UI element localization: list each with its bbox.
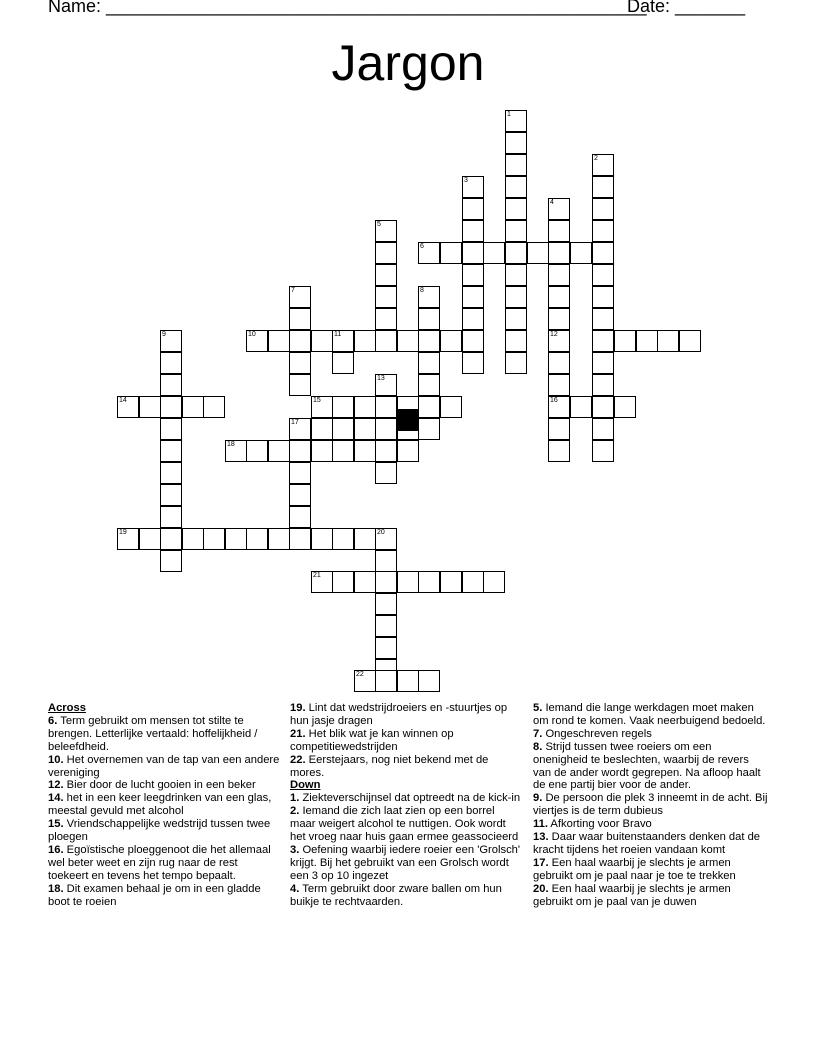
grid-cell[interactable] <box>592 264 614 286</box>
grid-cell[interactable] <box>657 330 679 352</box>
clue-number: 5 <box>377 221 381 228</box>
grid-cell[interactable] <box>548 418 570 440</box>
grid-cell[interactable] <box>203 396 225 418</box>
grid-cell[interactable] <box>160 484 182 506</box>
grid-cell[interactable] <box>354 396 376 418</box>
grid-cell[interactable] <box>246 440 268 462</box>
clue-item <box>290 844 522 883</box>
grid-cell[interactable] <box>375 308 397 330</box>
clue-text: Eerstejaars, nog niet bekend met de mores. <box>290 753 489 779</box>
grid-cell[interactable] <box>354 330 376 352</box>
grid-cell[interactable] <box>418 308 440 330</box>
clue-number: 4 <box>550 199 554 206</box>
clue-text: Ongeschreven regels <box>542 727 652 740</box>
grid-cell[interactable] <box>592 242 614 264</box>
date-field-label[interactable]: Date: _______ <box>627 0 746 16</box>
grid-cell[interactable] <box>354 571 376 593</box>
clue-number: 2 <box>594 155 598 162</box>
grid-cell[interactable] <box>592 176 614 198</box>
clue-number: 12. <box>48 779 64 792</box>
clue-number: 8 <box>420 287 424 294</box>
clue-item <box>48 715 280 754</box>
grid-cell[interactable] <box>160 462 182 484</box>
grid-cell[interactable] <box>332 440 354 462</box>
clue-number: 19. <box>290 702 306 714</box>
clue-text: Oefening waarbij iedere roeier een 'Grolsch' krijgt. Bij het gebruikt van een Grolsch wordt een 3 op 10 ingezet <box>290 843 521 882</box>
grid-cell[interactable] <box>268 440 290 462</box>
clue-text: Daar waar buitenstaanders denken dat de kracht tijdens het roeien vandaan komt <box>533 831 761 856</box>
grid-cell[interactable] <box>505 198 527 220</box>
clues-column-1 <box>48 702 280 909</box>
clue-number: 10. <box>48 753 64 766</box>
clue-item <box>48 792 280 818</box>
grid-cell[interactable] <box>268 528 290 550</box>
grid-cell[interactable] <box>505 110 527 132</box>
grid-cell[interactable] <box>592 418 614 440</box>
grid-cell[interactable] <box>182 396 204 418</box>
grid-cell[interactable] <box>332 352 354 374</box>
grid-cell[interactable] <box>462 176 484 198</box>
grid-cell[interactable] <box>418 571 440 593</box>
grid-cell[interactable] <box>311 418 333 440</box>
grid-cell[interactable] <box>375 374 397 396</box>
grid-cell[interactable] <box>289 308 311 330</box>
clue-text: Het overnemen van de tap van een andere vereniging <box>48 753 280 779</box>
grid-cell[interactable] <box>375 286 397 308</box>
grid-cell[interactable] <box>225 440 247 462</box>
clue-number: 12 <box>550 331 558 338</box>
grid-cell[interactable] <box>636 330 658 352</box>
clue-item <box>290 805 522 844</box>
clue-item <box>48 779 280 792</box>
grid-cell[interactable] <box>354 418 376 440</box>
clue-item <box>533 792 768 818</box>
grid-cell[interactable] <box>289 330 311 352</box>
grid-cell[interactable] <box>440 571 462 593</box>
grid-cell[interactable] <box>397 670 419 692</box>
clue-text: Iemand die lange werkdagen moet maken om rond te komen. Vaak neerbuigend bedoeld. <box>533 702 766 727</box>
grid-cell[interactable] <box>548 198 570 220</box>
clue-text: Iemand die zich laat zien op een borrel maar weigert alcohol te nuttigen. Ook wordt het vroeg naar huis gaan ermee geassocieerd <box>290 805 519 844</box>
grid-cell[interactable] <box>375 396 397 418</box>
clue-item <box>48 883 280 909</box>
grid-cell[interactable] <box>160 440 182 462</box>
clue-item <box>533 883 768 909</box>
clue-number: 21. <box>290 727 306 740</box>
grid-cell[interactable] <box>375 637 397 659</box>
grid-cell[interactable] <box>375 440 397 462</box>
down-clue-list <box>290 792 522 908</box>
grid-cell[interactable] <box>225 528 247 550</box>
grid-cell[interactable] <box>160 550 182 572</box>
grid-cell[interactable] <box>203 528 225 550</box>
grid-cell[interactable] <box>289 462 311 484</box>
grid-cell[interactable] <box>160 330 182 352</box>
grid-cell[interactable] <box>505 352 527 374</box>
grid-cell[interactable] <box>246 528 268 550</box>
grid-cell[interactable] <box>418 374 440 396</box>
grid-cell[interactable] <box>375 528 397 550</box>
clue-item <box>290 754 522 780</box>
grid-cell[interactable] <box>160 396 182 418</box>
clue-text: Een haal waarbij je slechts je armen gebruikt om je paal van je duwen <box>533 882 731 908</box>
grid-cell[interactable] <box>505 132 527 154</box>
down-clue-list-continued <box>533 702 768 909</box>
clue-item <box>290 702 522 728</box>
clue-text: Het blik wat je kan winnen op competitiewedstrijden <box>290 727 454 753</box>
clue-number: 11 <box>334 331 342 338</box>
grid-cell[interactable] <box>614 396 636 418</box>
grid-cell[interactable] <box>440 242 462 264</box>
clue-text: Term gebruikt om mensen tot stilte te brengen. Letterlijke vertaald: hoffelijkheid / beleefdheid. <box>48 714 258 753</box>
grid-cell[interactable] <box>505 154 527 176</box>
grid-cell[interactable] <box>592 330 614 352</box>
grid-cell[interactable] <box>548 440 570 462</box>
grid-cell[interactable] <box>375 550 397 572</box>
grid-cell[interactable] <box>268 330 290 352</box>
grid-cell[interactable] <box>462 571 484 593</box>
grid-cell[interactable] <box>462 286 484 308</box>
grid-cell[interactable] <box>289 418 311 440</box>
grid-cell[interactable] <box>505 308 527 330</box>
clue-item <box>290 728 522 754</box>
clues-column-3 <box>533 702 768 909</box>
grid-cell[interactable] <box>375 242 397 264</box>
clue-text: Strijd tussen twee roeiers om een onenigheid te beslechten, waarbij de revers van de ander wordt gegrepen. Na afloop haalt de ene partij bier voor de ander. <box>533 740 761 792</box>
grid-cell[interactable] <box>592 374 614 396</box>
clue-item <box>533 857 768 883</box>
clue-number: 14 <box>119 397 127 404</box>
clue-number: 7. <box>533 727 543 740</box>
grid-cell[interactable] <box>332 571 354 593</box>
grid-cell[interactable] <box>418 670 440 692</box>
grid-cell[interactable] <box>311 396 333 418</box>
clue-number: 1. <box>290 792 300 805</box>
clues-column-2 <box>290 702 522 909</box>
clue-text: Term gebruikt door zware ballen om hun buikje te rechtvaarden. <box>290 882 502 908</box>
clue-number: 14. <box>48 792 64 805</box>
clue-number: 3 <box>464 177 468 184</box>
grid-cell[interactable] <box>418 286 440 308</box>
grid-cell[interactable] <box>354 670 376 692</box>
grid-cell[interactable] <box>289 374 311 396</box>
grid-cell[interactable] <box>462 352 484 374</box>
grid-cell[interactable] <box>397 440 419 462</box>
grid-cell[interactable] <box>332 396 354 418</box>
grid-cell[interactable] <box>505 264 527 286</box>
down-heading: Down <box>290 779 321 792</box>
grid-cell[interactable] <box>462 242 484 264</box>
grid-cell[interactable] <box>462 308 484 330</box>
clue-number: 20 <box>377 529 385 536</box>
grid-cell[interactable] <box>548 242 570 264</box>
clue-text: Vriendschappelijke wedstrijd tussen twee ploegen <box>48 818 271 844</box>
grid-cell[interactable] <box>505 286 527 308</box>
clue-number: 13. <box>533 831 549 844</box>
page-title: Jargon <box>331 35 485 91</box>
grid-cell[interactable] <box>483 571 505 593</box>
name-field-label[interactable]: Name: ______________________________________________________ <box>48 0 647 16</box>
grid-cell[interactable] <box>289 528 311 550</box>
grid-cell[interactable] <box>311 528 333 550</box>
clue-number: 17. <box>533 856 549 869</box>
grid-cell[interactable] <box>548 352 570 374</box>
clue-number: 16 <box>550 397 558 404</box>
clue-text: Een haal waarbij je slechts je armen gebruikt om je paal naar je toe te trekken <box>533 856 736 882</box>
clue-number: 6 <box>420 243 424 250</box>
grid-cell[interactable] <box>311 330 333 352</box>
grid-cell[interactable] <box>679 330 701 352</box>
clue-number: 7 <box>291 287 295 294</box>
grid-cell[interactable] <box>375 571 397 593</box>
grid-cell[interactable] <box>592 396 614 418</box>
grid-cell[interactable] <box>375 330 397 352</box>
grid-cell[interactable] <box>462 330 484 352</box>
clue-number: 19 <box>119 529 127 536</box>
grid-cell[interactable] <box>182 528 204 550</box>
clue-text: Lint dat wedstrijdroeiers en -stuurtjes op hun jasje dragen <box>290 702 508 727</box>
across-clue-list <box>48 715 280 909</box>
black-cell <box>397 409 419 431</box>
clue-number: 13 <box>377 375 385 382</box>
grid-cell[interactable] <box>462 198 484 220</box>
grid-cell[interactable] <box>570 242 592 264</box>
clue-number: 16. <box>48 843 64 856</box>
clue-text: Egoïstische ploeggenoot die het allemaal wel beter weet en zijn rug naar de rest toekeert en tevens het tempo bepaalt. <box>48 843 271 882</box>
grid-cell[interactable] <box>592 440 614 462</box>
grid-cell[interactable] <box>160 506 182 528</box>
grid-cell[interactable] <box>375 670 397 692</box>
grid-cell[interactable] <box>548 330 570 352</box>
grid-cell[interactable] <box>375 462 397 484</box>
grid-cell[interactable] <box>332 330 354 352</box>
grid-cell[interactable] <box>592 220 614 242</box>
grid-cell[interactable] <box>548 220 570 242</box>
grid-cell[interactable] <box>418 242 440 264</box>
grid-cell[interactable] <box>483 242 505 264</box>
grid-cell[interactable] <box>160 418 182 440</box>
clue-item <box>533 818 768 831</box>
clue-item <box>533 728 768 741</box>
grid-cell[interactable] <box>375 418 397 440</box>
grid-cell[interactable] <box>418 418 440 440</box>
clue-text: Ziekteverschijnsel dat optreedt na de kick-in <box>299 792 521 805</box>
grid-cell[interactable] <box>592 308 614 330</box>
grid-cell[interactable] <box>289 352 311 374</box>
grid-cell[interactable] <box>289 506 311 528</box>
grid-cell[interactable] <box>354 528 376 550</box>
clue-item <box>533 702 768 728</box>
grid-cell[interactable] <box>548 286 570 308</box>
clue-number: 11. <box>533 818 548 831</box>
grid-cell[interactable] <box>375 615 397 637</box>
clue-number: 2. <box>290 805 300 818</box>
grid-cell[interactable] <box>440 396 462 418</box>
clue-number: 15 <box>313 397 321 404</box>
grid-cell[interactable] <box>246 330 268 352</box>
grid-cell[interactable] <box>375 264 397 286</box>
grid-cell[interactable] <box>311 571 333 593</box>
clue-number: 6. <box>48 714 58 727</box>
clue-item <box>48 818 280 844</box>
grid-cell[interactable] <box>462 220 484 242</box>
clue-number: 8. <box>533 740 543 753</box>
grid-cell[interactable] <box>505 220 527 242</box>
clue-text: het in een keer leegdrinken van een glas, meestal gevuld met alcohol <box>48 792 272 818</box>
grid-cell[interactable] <box>592 154 614 176</box>
clue-text: Bier door de lucht gooien in een beker <box>63 779 256 792</box>
grid-cell[interactable] <box>418 330 440 352</box>
clue-number: 4. <box>290 882 300 895</box>
clue-number: 10 <box>248 331 256 338</box>
clue-number: 17 <box>291 419 299 426</box>
grid-cell[interactable] <box>570 396 592 418</box>
grid-cell[interactable] <box>548 264 570 286</box>
clue-number: 1 <box>507 111 511 118</box>
grid-cell[interactable] <box>289 286 311 308</box>
grid-cell[interactable] <box>397 571 419 593</box>
clue-text: Afkorting voor Bravo <box>547 818 652 831</box>
clue-item <box>533 741 768 793</box>
grid-cell[interactable] <box>527 242 549 264</box>
grid-cell[interactable] <box>548 374 570 396</box>
clue-text: De persoon die plek 3 inneemt in de acht. Bij viertjes is de term dubieus <box>533 792 768 818</box>
grid-cell[interactable] <box>418 352 440 374</box>
grid-cell[interactable] <box>160 374 182 396</box>
grid-cell[interactable] <box>614 330 636 352</box>
grid-cell[interactable] <box>160 352 182 374</box>
grid-cell[interactable] <box>592 352 614 374</box>
clue-number: 22 <box>356 671 364 678</box>
clue-item <box>48 754 280 780</box>
clue-number: 9 <box>162 331 166 338</box>
grid-cell[interactable] <box>289 440 311 462</box>
grid-cell[interactable] <box>592 198 614 220</box>
grid-cell[interactable] <box>332 528 354 550</box>
grid-cell[interactable] <box>505 330 527 352</box>
grid-cell[interactable] <box>462 264 484 286</box>
clue-number: 20. <box>533 882 549 895</box>
grid-cell[interactable] <box>505 242 527 264</box>
clue-item <box>533 831 768 857</box>
grid-cell[interactable] <box>440 330 462 352</box>
clue-number: 9. <box>533 792 543 805</box>
clue-item <box>48 844 280 883</box>
grid-cell[interactable] <box>505 176 527 198</box>
grid-cell[interactable] <box>354 440 376 462</box>
clue-number: 3. <box>290 843 300 856</box>
clue-number: 21 <box>313 572 321 579</box>
grid-cell[interactable] <box>117 396 139 418</box>
grid-cell[interactable] <box>375 593 397 615</box>
across-heading: Across <box>48 702 86 714</box>
grid-cell[interactable] <box>160 528 182 550</box>
clue-number: 15. <box>48 818 64 831</box>
clue-number: 18 <box>227 441 235 448</box>
grid-cell[interactable] <box>139 396 161 418</box>
clue-number: 22. <box>290 753 306 766</box>
clue-number: 18. <box>48 882 64 895</box>
clue-item <box>290 792 522 805</box>
grid-cell[interactable] <box>117 528 139 550</box>
grid-cell[interactable] <box>548 308 570 330</box>
clue-number: 5. <box>533 702 543 714</box>
grid-cell[interactable] <box>311 440 333 462</box>
clue-item <box>290 883 522 909</box>
grid-cell[interactable] <box>375 220 397 242</box>
grid-cell[interactable] <box>397 330 419 352</box>
grid-cell[interactable] <box>418 396 440 418</box>
grid-cell[interactable] <box>332 418 354 440</box>
grid-cell[interactable] <box>289 484 311 506</box>
across-clue-list-continued <box>290 702 522 779</box>
grid-cell[interactable] <box>592 286 614 308</box>
grid-cell[interactable] <box>139 528 161 550</box>
grid-cell[interactable] <box>548 396 570 418</box>
clue-text: Dit examen behaal je om in een gladde boot te roeien <box>48 882 261 908</box>
